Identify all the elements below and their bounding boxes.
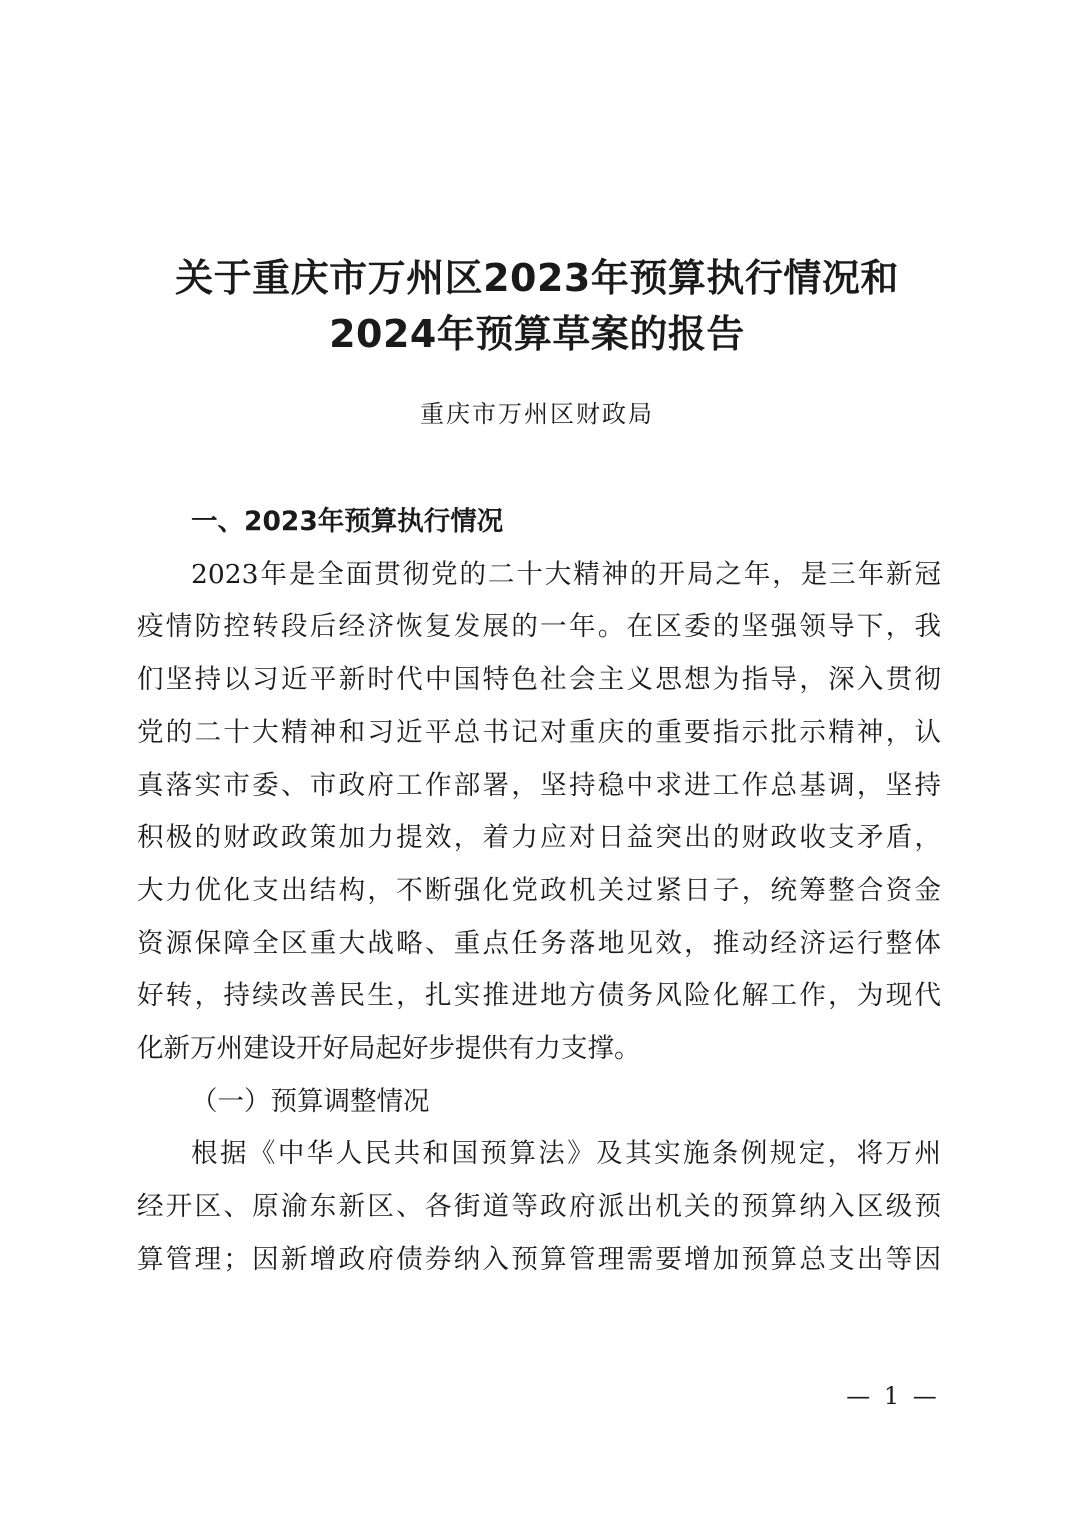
paragraph-1-line: 大力优化支出结构，不断强化党政机关过紧日子，统筹整合资金 [137,874,941,906]
paragraph-1-line: 资源保障全区重大战略、重点任务落地见效，推动经济运行整体 [137,927,941,959]
paragraph-2-line: 根据《中华人民共和国预算法》及其实施条例规定，将万州 [191,1138,941,1170]
section-heading-1: 一、2023年预算执行情况 [191,506,504,537]
report-title-line-2: 2024年预算草案的报告 [329,312,745,356]
subsection-heading-1: （一）预算调整情况 [191,1085,430,1117]
paragraph-1-line: 们坚持以习近平新时代中国特色社会主义思想为指导，深入贯彻 [137,664,941,696]
paragraph-2-line: 经开区、原渝东新区、各街道等政府派出机关的预算纳入区级预 [137,1191,941,1223]
paragraph-1-line: 党的二十大精神和习近平总书记对重庆的重要指示批示精神，认 [137,716,941,748]
paragraph-1-line: 积极的财政政策加力提效，着力应对日益突出的财政收支矛盾， [137,822,941,854]
paragraph-1-line: 好转，持续改善民生，扎实推进地方债务风险化解工作，为现代 [137,980,941,1012]
paragraph-1-line: 2023年是全面贯彻党的二十大精神的开局之年，是三年新冠 [191,558,941,590]
report-title-line-1: 关于重庆市万州区2023年预算执行情况和 [175,256,899,300]
document-body [137,496,941,1287]
report-author: 重庆市万州区财政局 [420,400,654,428]
paragraph-1-line: 真落实市委、市政府工作部署，坚持稳中求进工作总基调，坚持 [137,769,941,801]
page-number: — 1 — [846,1382,940,1410]
paragraph-1-line: 疫情防控转段后经济恢复发展的一年。在区委的坚强领导下，我 [137,611,941,643]
paragraph-2-line: 算管理；因新增政府债券纳入预算管理需要增加预算总支出等因 [137,1243,941,1275]
paragraph-1-line: 化新万州建设开好局起好步提供有力支撑。 [137,1033,641,1065]
